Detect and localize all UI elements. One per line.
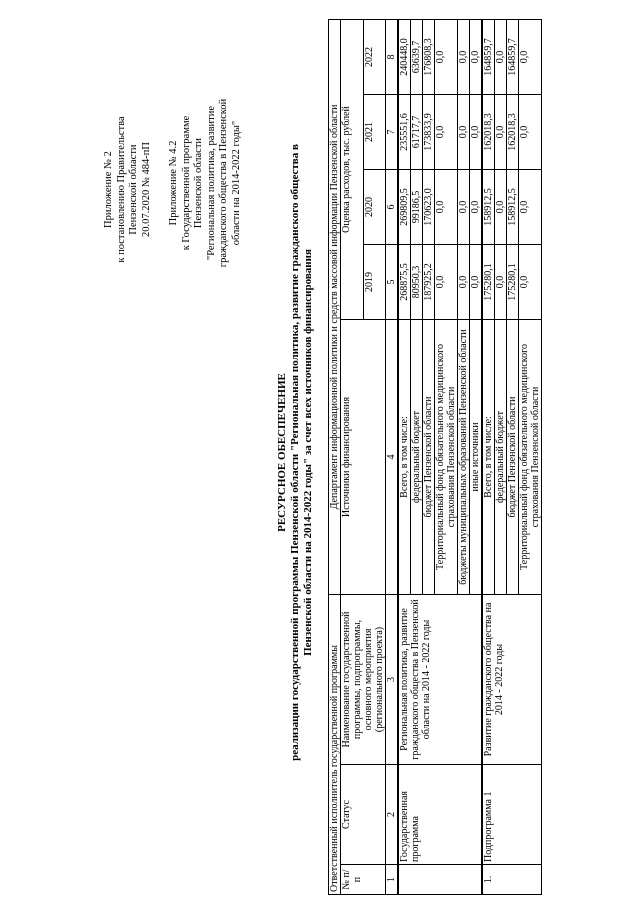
resource-table xyxy=(328,19,542,895)
column-number: 6 xyxy=(386,169,399,244)
value-cell: 0,0 xyxy=(435,19,458,94)
title-line: Пензенской области на 2014-2022 годы" за счет всех источников финансирования xyxy=(302,249,314,656)
header-name: Наименование государственной программы, подпрограммы, основного мероприятия (регионального проекта) xyxy=(341,594,386,764)
value-cell: 0,0 xyxy=(470,244,483,319)
header-num: № п/п xyxy=(341,865,386,895)
status-cell: Подпрограмма 1 xyxy=(482,765,542,865)
value-cell: 0,0 xyxy=(458,94,470,169)
value-cell: 187925,2 xyxy=(423,244,435,319)
table-row xyxy=(482,19,495,894)
value-cell: 269809,5 xyxy=(398,169,411,244)
appendix-sub-line: "Региональная политика, развитие xyxy=(205,105,217,261)
value-cell: 170623,0 xyxy=(423,169,435,244)
appendix-main-line: к постановлению Правительства xyxy=(115,116,127,263)
value-cell: 0,0 xyxy=(519,19,542,94)
value-cell: 240448,0 xyxy=(398,19,411,94)
appendix-sub-line: области на 2014-2022 годы" xyxy=(230,120,242,246)
value-cell: 0,0 xyxy=(470,94,483,169)
source-cell: бюджет Пензенской области xyxy=(423,319,435,594)
appendix-main-line: Пензенской области xyxy=(128,144,139,235)
row-number-cell xyxy=(398,865,482,895)
title-heading: РЕСУРСНОЕ ОБЕСПЕЧЕНИЕ xyxy=(276,373,288,532)
column-number: 1 xyxy=(386,865,399,895)
appendix-main-line: Приложение № 2 xyxy=(103,151,114,228)
table-body xyxy=(329,19,542,894)
source-cell: иные источники xyxy=(470,319,483,594)
appendix-sub-line: Приложение № 4.2 xyxy=(168,140,179,226)
value-cell: 63639,7 xyxy=(411,19,423,94)
column-number: 7 xyxy=(386,94,399,169)
header-year: 2022 xyxy=(363,19,386,94)
source-cell: федеральный бюджет xyxy=(411,319,423,594)
value-cell: 164859,7 xyxy=(482,19,495,94)
document-title xyxy=(276,10,315,895)
value-cell: 0,0 xyxy=(519,94,542,169)
name-cell: Развитие гражданского общества на 2014 - 2022 годы xyxy=(482,594,542,764)
value-cell: 162018,3 xyxy=(482,94,495,169)
header-year: 2021 xyxy=(363,94,386,169)
header-year: 2020 xyxy=(363,169,386,244)
source-cell: бюджеты муниципальных образований Пензенской области xyxy=(458,319,470,594)
value-cell: 61717,7 xyxy=(411,94,423,169)
value-cell: 164859,7 xyxy=(507,19,519,94)
status-cell: Государственная программа xyxy=(398,765,482,865)
source-cell: федеральный бюджет xyxy=(495,319,507,594)
table-row xyxy=(398,19,411,894)
column-number: 8 xyxy=(386,19,399,94)
appendix-sub-block xyxy=(168,83,243,283)
appendix-main-line: 20.07.2020 № 484-пП xyxy=(140,142,152,237)
appendix-main-block xyxy=(103,82,153,297)
column-number: 3 xyxy=(386,594,399,764)
value-cell: 235551,6 xyxy=(398,94,411,169)
value-cell: 0,0 xyxy=(435,244,458,319)
value-cell: 0,0 xyxy=(495,169,507,244)
value-cell: 0,0 xyxy=(458,169,470,244)
value-cell: 80950,3 xyxy=(411,244,423,319)
value-cell: 175280,1 xyxy=(507,244,519,319)
value-cell: 0,0 xyxy=(470,169,483,244)
header-status: Статус xyxy=(341,765,386,865)
header-estimate: Оценка расходов, тыс. рублей xyxy=(341,19,364,319)
column-number: 4 xyxy=(386,319,399,594)
value-cell: 0,0 xyxy=(519,169,542,244)
source-cell: бюджет Пензенской области xyxy=(507,319,519,594)
value-cell: 162018,3 xyxy=(507,94,519,169)
value-cell: 0,0 xyxy=(435,169,458,244)
executor-value-cell: Департамент информационной политики и средств массовой информации Пензенской области xyxy=(329,19,341,594)
header-sources: Источники финансирования xyxy=(341,319,386,594)
value-cell: 0,0 xyxy=(458,19,470,94)
value-cell: 176808,3 xyxy=(423,19,435,94)
source-cell: Всего, в том числе: xyxy=(398,319,411,594)
appendix-sub-line: гражданского общества в Пензенской xyxy=(218,98,229,268)
appendix-sub-line: Пензенской области xyxy=(193,137,204,229)
value-cell: 158912,5 xyxy=(482,169,495,244)
value-cell: 173833,9 xyxy=(423,94,435,169)
value-cell: 175280,1 xyxy=(482,244,495,319)
appendix-sub-line: к Государственной программе xyxy=(180,115,192,251)
column-number: 5 xyxy=(386,244,399,319)
value-cell: 268875,5 xyxy=(398,244,411,319)
value-cell: 0,0 xyxy=(435,94,458,169)
title-line: реализации государственной программы Пензенской области "Региональная политика, развитие гражданского общества в xyxy=(289,144,301,761)
value-cell: 0,0 xyxy=(495,94,507,169)
row-number-cell: 1. xyxy=(482,865,542,895)
source-cell: Территориальный фонд обязательного медицинского страхования Пензенской области xyxy=(435,319,458,594)
value-cell: 0,0 xyxy=(519,244,542,319)
executor-label-cell: Ответственный исполнитель государственной программы xyxy=(329,594,341,894)
value-cell: 0,0 xyxy=(495,244,507,319)
value-cell: 0,0 xyxy=(458,244,470,319)
source-cell: Территориальный фонд обязательного медицинского страхования Пензенской области xyxy=(519,319,542,594)
value-cell: 0,0 xyxy=(495,19,507,94)
value-cell: 158912,5 xyxy=(507,169,519,244)
value-cell: 99186,5 xyxy=(411,169,423,244)
column-number: 2 xyxy=(386,765,399,865)
value-cell: 0,0 xyxy=(470,19,483,94)
name-cell: Региональная политика, развитие гражданского общества в Пензенской области на 2014 - 2022 годы xyxy=(398,594,482,764)
source-cell: Всего, в том числе: xyxy=(482,319,495,594)
header-year: 2019 xyxy=(363,244,386,319)
